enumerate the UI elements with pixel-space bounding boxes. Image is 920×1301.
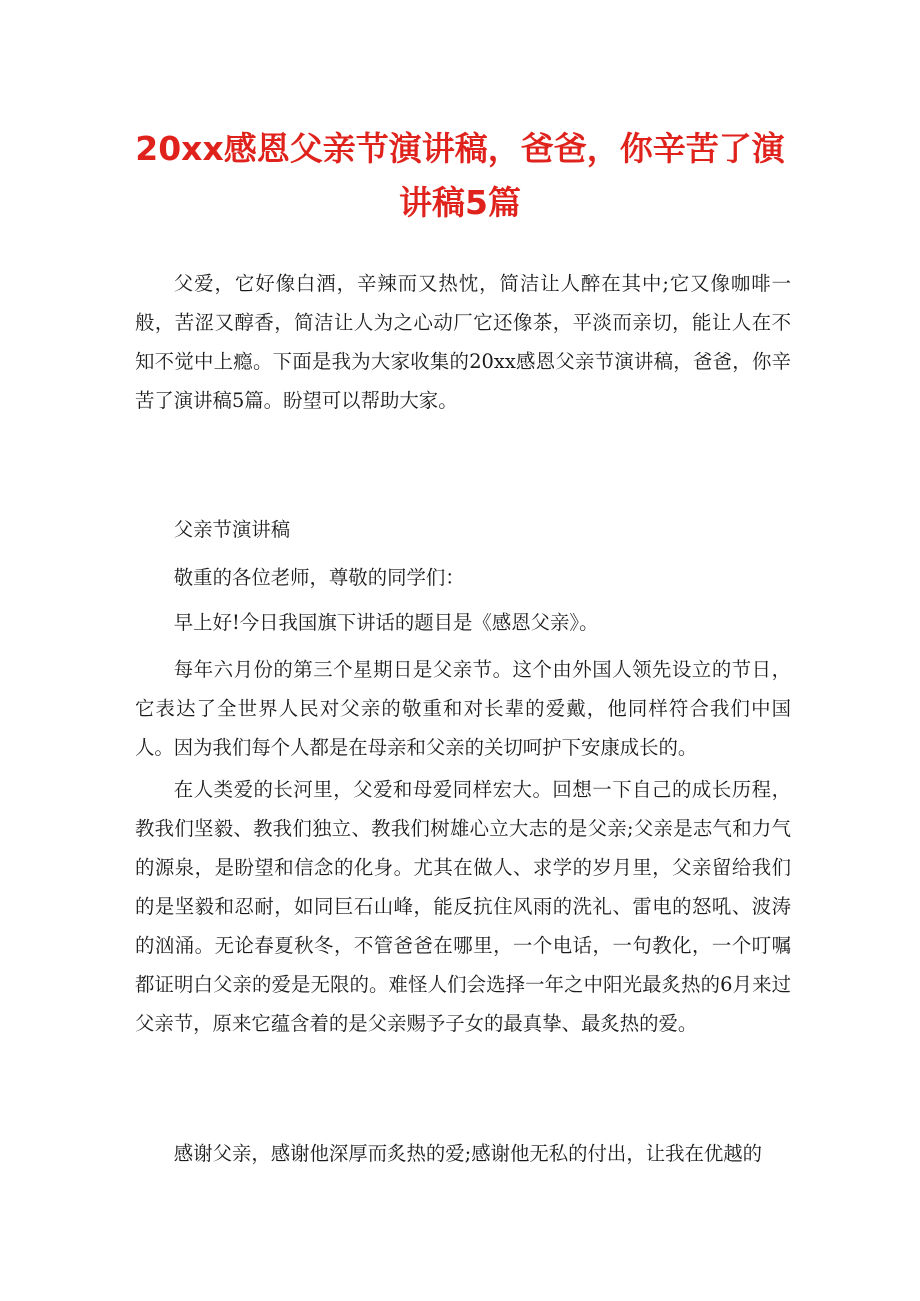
paragraph-fatherly-love: 在人类爱的长河里，父爱和母爱同样宏大。回想一下自己的成长历程，教我们坚毅、教我们独立、教我们树雄心立大志的是父亲;父亲是志气和力气的源泉，是盼望和信念的化身。尤其在做人、求学的岁月里，父亲留给我们的是坚毅和忍耐，如同巨石山峰，能反抗住风雨的洗礼、雷电的怒吼、波涛的汹涌。无论春夏秋冬，不管爸爸在哪里，一个电话，一句教化，一个叮嘱都证明白父亲的爱是无限的。难怪人们会选择一年之中阳光最炙热的6月来过父亲节，原来它蕴含着的是父亲赐予子女的最真挚、最炙热的爱。 [135,778,791,1035]
paragraph-fathers-day: 每年六月份的第三个星期日是父亲节。这个由外国人领先设立的节日，它表达了全世界人民对父亲的敬重和对长辈的爱戴，他同样符合我们中国人。因为我们每个人都是在母亲和父亲的关切呵护下安康成长的。 [135,658,791,759]
speech-greeting: 敬重的各位老师，尊敬的同学们： [173,566,465,589]
intro-paragraph: 父爱，它好像白酒，辛辣而又热忱，简洁让人醉在其中;它又像咖啡一般，苦涩又醇香，简洁让人为之心动厂它还像茶，平淡而亲切，能让人在不知不觉中上瘾。下面是我为大家收集的20xx感恩父亲节演讲稿，爸爸，你辛苦了演讲稿5篇。盼望可以帮助大家。 [135,272,791,412]
paragraph-opening: 早上好!今日我国旗下讲话的题目是《感恩父亲》。 [173,611,599,634]
paragraph-gratitude: 感谢父亲，感谢他深厚而炙热的爱;感谢他无私的付出，让我在优越的 [173,1142,763,1165]
section-heading: 父亲节演讲稿 [173,518,291,541]
document-title: 20xx感恩父亲节演讲稿，爸爸，你辛苦了演讲稿5篇 [135,129,785,222]
